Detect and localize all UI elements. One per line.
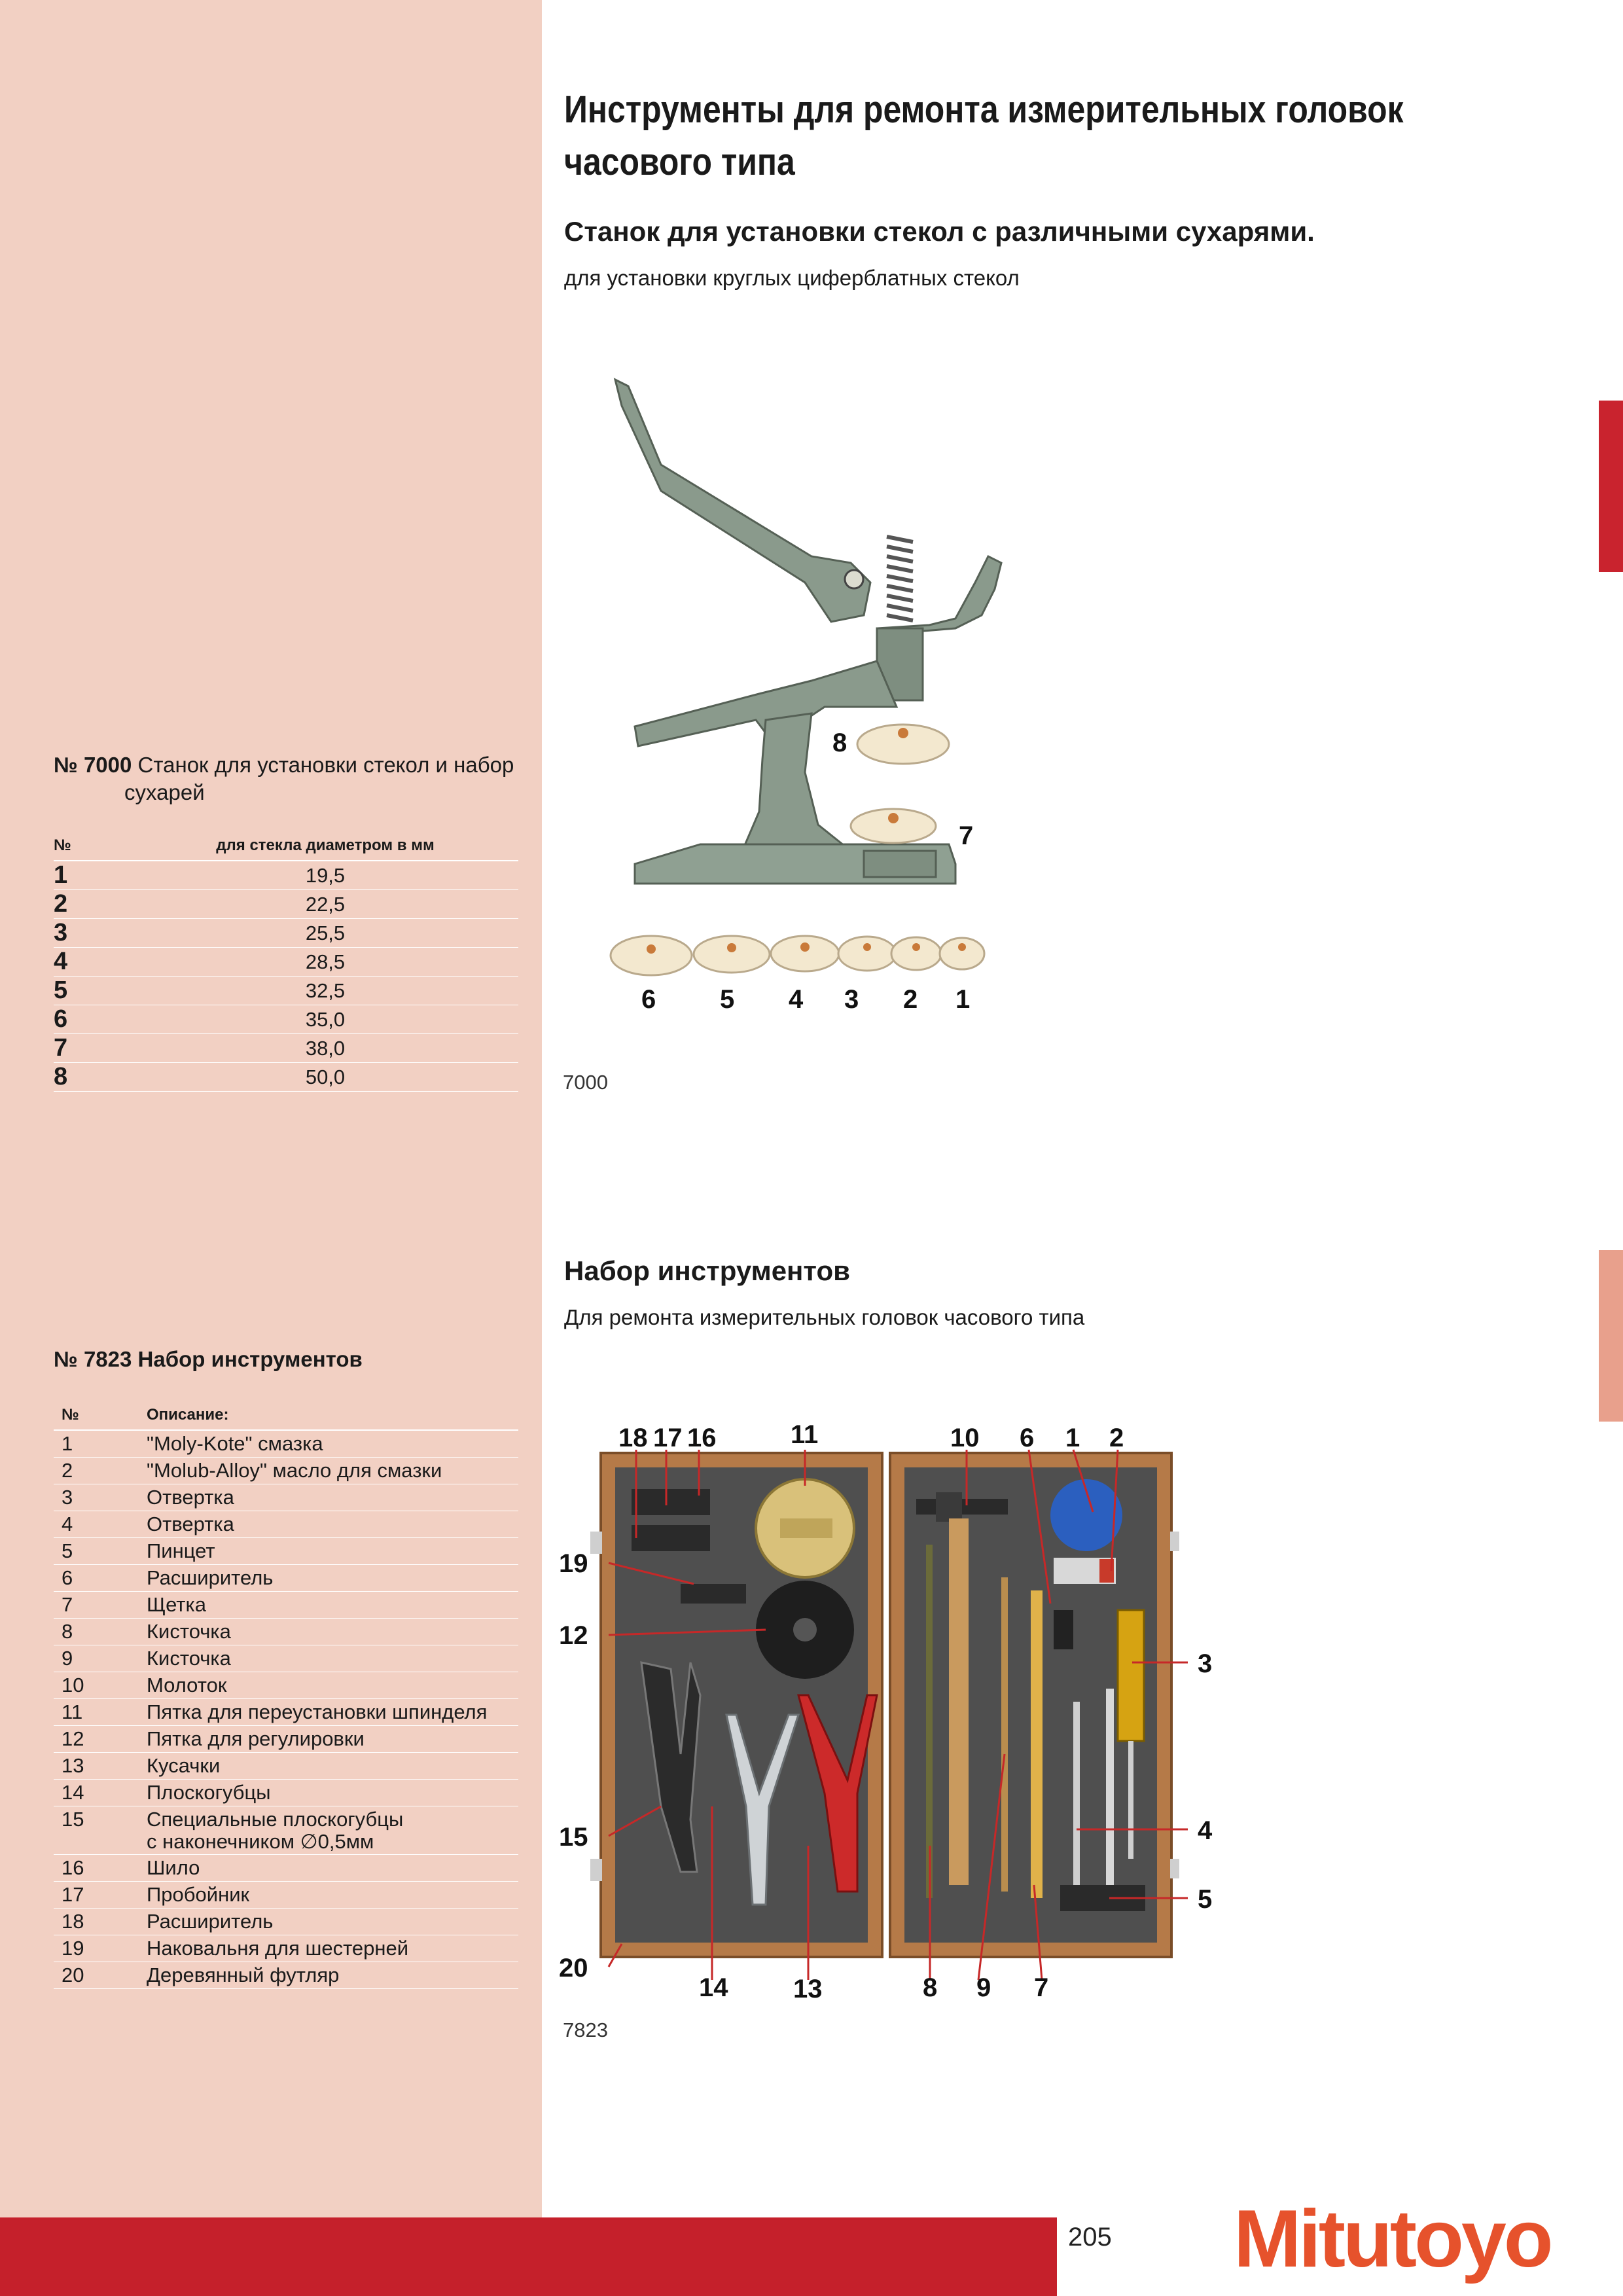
row-number: 7 bbox=[54, 1592, 147, 1619]
table-row bbox=[54, 1780, 518, 1806]
callout-8: 8 bbox=[923, 1973, 938, 2002]
table-row bbox=[54, 861, 518, 890]
row-value: 22,5 bbox=[132, 890, 518, 919]
section2-heading: Набор инструментов bbox=[564, 1255, 850, 1286]
col-diameter-header: для стекла диаметром в мм bbox=[132, 831, 518, 861]
callout-6: 6 bbox=[1020, 1424, 1035, 1452]
glass-press-illustration bbox=[589, 367, 1008, 1034]
callout-7: 7 bbox=[959, 821, 974, 850]
callout-15: 15 bbox=[559, 1823, 588, 1852]
table-row bbox=[54, 1565, 518, 1592]
image-caption-7823: 7823 bbox=[563, 2018, 608, 2041]
row-desc: Расширитель bbox=[147, 1565, 518, 1592]
section2-subtitle: Для ремонта измерительных головок часового типа bbox=[564, 1305, 1085, 1329]
table-row bbox=[54, 1619, 518, 1645]
row-value: 50,0 bbox=[132, 1063, 518, 1092]
row-desc: Щетка bbox=[147, 1592, 518, 1619]
row-number: 19 bbox=[54, 1935, 147, 1962]
row-desc-line2: с наконечником ∅0,5мм bbox=[147, 1829, 374, 1853]
row-number: 6 bbox=[54, 1565, 147, 1592]
table-row bbox=[54, 948, 518, 977]
table-row bbox=[54, 1962, 518, 1989]
product-7823-table bbox=[54, 1401, 518, 1989]
product-7000-name bbox=[54, 751, 514, 806]
row-desc: Расширитель bbox=[147, 1909, 518, 1935]
row-number: 5 bbox=[54, 977, 132, 1005]
row-number: 16 bbox=[54, 1855, 147, 1882]
table-header bbox=[54, 831, 518, 861]
row-number: 8 bbox=[54, 1063, 132, 1092]
table-row bbox=[54, 1909, 518, 1935]
callout-18: 18 bbox=[618, 1424, 648, 1452]
table-row bbox=[54, 1592, 518, 1619]
row-desc: Кисточка bbox=[147, 1645, 518, 1672]
callout-10: 10 bbox=[950, 1424, 980, 1452]
table-row bbox=[54, 1645, 518, 1672]
col-number-header: № bbox=[54, 831, 132, 861]
callout-3: 3 bbox=[1198, 1649, 1213, 1678]
callout-9: 9 bbox=[976, 1973, 991, 2002]
row-desc: Молоток bbox=[147, 1672, 518, 1699]
table-row bbox=[54, 1935, 518, 1962]
table-row bbox=[54, 1430, 518, 1458]
callout-8: 8 bbox=[832, 728, 847, 757]
table-row bbox=[54, 919, 518, 948]
callout-2: 2 bbox=[903, 985, 918, 1014]
tool-kit-illustration bbox=[550, 1388, 1230, 2016]
footer-band bbox=[0, 2217, 1057, 2296]
table-row bbox=[54, 1034, 518, 1063]
row-desc: Плоскогубцы bbox=[147, 1780, 518, 1806]
row-desc: Наковальня для шестерней bbox=[147, 1935, 518, 1962]
mitutoyo-logo: Mitutoyo bbox=[1234, 2194, 1551, 2284]
row-number: 3 bbox=[54, 1484, 147, 1511]
row-number: 9 bbox=[54, 1645, 147, 1672]
row-value: 25,5 bbox=[132, 919, 518, 948]
row-desc: Пинцет bbox=[147, 1538, 518, 1565]
row-number: 18 bbox=[54, 1909, 147, 1935]
row-desc: Пятка для переустановки шпинделя bbox=[147, 1699, 518, 1726]
row-number: 2 bbox=[54, 1458, 147, 1484]
row-desc: Пятка для регулировки bbox=[147, 1726, 518, 1753]
row-desc: "Molub-Alloy" масло для смазки bbox=[147, 1458, 518, 1484]
row-desc: "Moly-Kote" смазка bbox=[147, 1430, 518, 1458]
page-title-line2: часового типа bbox=[564, 141, 795, 183]
col-number-header: № bbox=[54, 1401, 147, 1430]
row-desc: Пробойник bbox=[147, 1882, 518, 1909]
callout-14: 14 bbox=[699, 1973, 728, 2002]
product-7823-name bbox=[54, 1346, 363, 1373]
row-number: 11 bbox=[54, 1699, 147, 1726]
row-number: 14 bbox=[54, 1780, 147, 1806]
callout-4: 4 bbox=[1198, 1816, 1213, 1845]
row-desc: Отвертка bbox=[147, 1484, 518, 1511]
row-number: 1 bbox=[54, 861, 132, 890]
callout-2: 2 bbox=[1109, 1424, 1124, 1452]
section1-heading: Станок для установки стекол с различными сухарями. bbox=[564, 216, 1315, 247]
page-number: 205 bbox=[1068, 2223, 1112, 2251]
row-number: 13 bbox=[54, 1753, 147, 1780]
row-value: 28,5 bbox=[132, 948, 518, 977]
row-number: 20 bbox=[54, 1962, 147, 1989]
row-number: 12 bbox=[54, 1726, 147, 1753]
row-desc: Кисточка bbox=[147, 1619, 518, 1645]
product-7823-title: Набор инструментов bbox=[137, 1347, 363, 1371]
row-value: 19,5 bbox=[132, 861, 518, 890]
table-row bbox=[54, 1753, 518, 1780]
table-row bbox=[54, 1699, 518, 1726]
callout-6: 6 bbox=[641, 985, 656, 1014]
row-desc: Кусачки bbox=[147, 1753, 518, 1780]
callout-4: 4 bbox=[789, 985, 804, 1014]
product-7000-number: № 7000 bbox=[54, 753, 132, 777]
row-number: 4 bbox=[54, 1511, 147, 1538]
callout-20: 20 bbox=[559, 1954, 588, 1982]
row-value: 35,0 bbox=[132, 1005, 518, 1034]
row-number: 15 bbox=[54, 1806, 147, 1855]
table-row bbox=[54, 1063, 518, 1092]
table-row bbox=[54, 1806, 518, 1855]
callout-1: 1 bbox=[1065, 1424, 1080, 1452]
row-desc: Шило bbox=[147, 1855, 518, 1882]
image-caption-7000: 7000 bbox=[563, 1071, 608, 1094]
callout-11: 11 bbox=[791, 1420, 819, 1449]
row-number: 7 bbox=[54, 1034, 132, 1063]
row-number: 3 bbox=[54, 919, 132, 948]
page-title bbox=[564, 84, 1408, 188]
callout-5: 5 bbox=[720, 985, 735, 1014]
table-row bbox=[54, 890, 518, 919]
product-7000-name-line2: сухарей bbox=[124, 780, 205, 804]
table-row bbox=[54, 977, 518, 1005]
table-row bbox=[54, 1458, 518, 1484]
row-number: 2 bbox=[54, 890, 132, 919]
row-number: 5 bbox=[54, 1538, 147, 1565]
product-7000-table bbox=[54, 831, 518, 1092]
table-row bbox=[54, 1484, 518, 1511]
callout-16: 16 bbox=[687, 1424, 717, 1452]
table-header bbox=[54, 1401, 518, 1430]
row-number: 1 bbox=[54, 1430, 147, 1458]
row-desc: Деревянный футляр bbox=[147, 1962, 518, 1989]
row-desc: Специальные плоскогубцы bbox=[147, 1807, 404, 1831]
callout-1: 1 bbox=[955, 985, 971, 1014]
row-desc: Отвертка bbox=[147, 1511, 518, 1538]
table-row bbox=[54, 1005, 518, 1034]
page-title-line1: Инструменты для ремонта измерительных головок bbox=[564, 88, 1404, 131]
section-tab-pink bbox=[1599, 1250, 1623, 1422]
table-row bbox=[54, 1511, 518, 1538]
row-number: 4 bbox=[54, 948, 132, 977]
product-7823-number: № 7823 bbox=[54, 1347, 132, 1371]
row-value: 32,5 bbox=[132, 977, 518, 1005]
callout-19: 19 bbox=[559, 1549, 588, 1578]
callout-17: 17 bbox=[653, 1424, 683, 1452]
table-row bbox=[54, 1726, 518, 1753]
callout-3: 3 bbox=[844, 985, 859, 1014]
row-number: 10 bbox=[54, 1672, 147, 1699]
callout-12: 12 bbox=[559, 1621, 588, 1650]
table-row bbox=[54, 1672, 518, 1699]
callout-7: 7 bbox=[1034, 1973, 1049, 2002]
table-row bbox=[54, 1538, 518, 1565]
row-value: 38,0 bbox=[132, 1034, 518, 1063]
row-number: 8 bbox=[54, 1619, 147, 1645]
section1-subtitle: для установки круглых циферблатных стекол bbox=[564, 266, 1020, 290]
callout-13: 13 bbox=[793, 1975, 823, 2003]
product-7000-name-line1: Станок для установки стекол и набор bbox=[137, 753, 514, 777]
row-number: 17 bbox=[54, 1882, 147, 1909]
col-desc-header: Описание: bbox=[147, 1401, 518, 1430]
table-row bbox=[54, 1882, 518, 1909]
callout-5: 5 bbox=[1198, 1885, 1213, 1914]
section-tab-red bbox=[1599, 401, 1623, 572]
row-number: 6 bbox=[54, 1005, 132, 1034]
table-row bbox=[54, 1855, 518, 1882]
